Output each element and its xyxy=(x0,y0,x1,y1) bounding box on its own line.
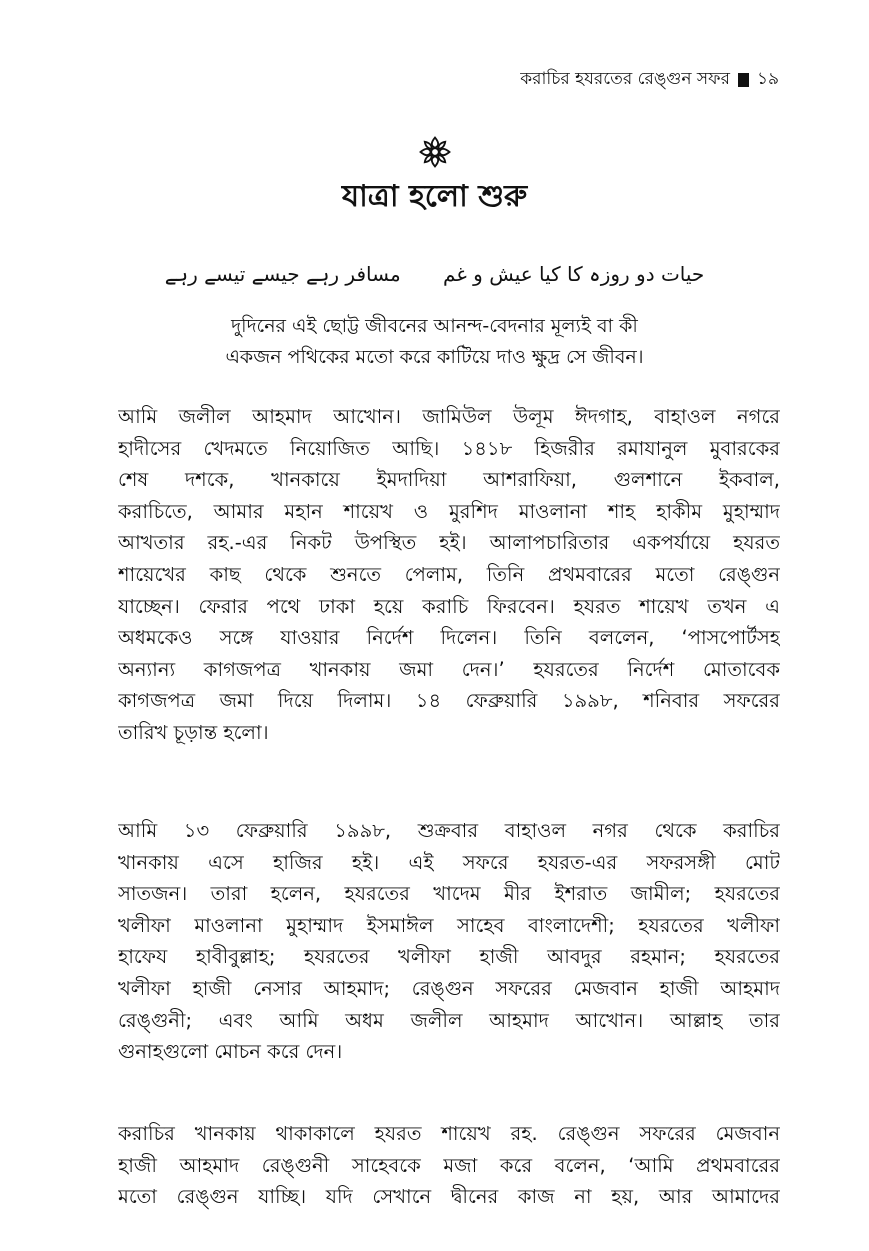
text-line: মতো রেঙ্গুন যাচ্ছি। যদি সেখানে দ্বীনের কাজ না হয়, আর আমাদের xyxy=(118,1185,780,1209)
paragraph-3 xyxy=(118,1118,780,1213)
text-line: সাতজন। তারা হলেন, হযরতের খাদেম মীর ইশরাত জামীল; হযরতের xyxy=(118,882,780,906)
running-header xyxy=(520,66,779,94)
text-line: খানকায় এসে হাজির হই। এই সফরে হযরত-এর সফরসঙ্গী মোট xyxy=(118,850,780,874)
verse-translation-line-1: দুদিনের এই ছোট্ট জীবনের আনন্দ-বেদনার মূল্যই বা কী xyxy=(231,315,638,337)
text-line: আখতার রহ.-এর নিকট উপস্থিত হই। আলাপচারিতার একপর্যায়ে হযরত xyxy=(118,531,780,555)
text-line: হাজী আহমাদ রেঙ্গুনী সাহেবকে মজা করে বলেন, ‘আমি প্রথমবারের xyxy=(118,1153,780,1177)
text-line: আমি ১৩ ফেব্রুয়ারি ১৯৯৮, শুক্রবার বাহাওল নগর থেকে করাচির xyxy=(118,819,780,842)
flower-ornament-icon xyxy=(0,135,869,173)
text-line: অন্যান্য কাগজপত্র খানকায় জমা দেন।’ হযরতের নির্দেশ মোতাবেক xyxy=(118,657,780,681)
text-line: রেঙ্গুনী; এবং আমি অধম জলীল আহমাদ আখোন। আল্লাহ তার xyxy=(118,1008,780,1032)
text-line: আমি জলীল আহমাদ আখোন। জামিউল উলূম ঈদগাহ, বাহাওল নগরে xyxy=(118,405,780,428)
text-line: শেষ দশকে, খানকায়ে ইমদাদিয়া আশরাফিয়া, গুলশানে ইকবাল, xyxy=(118,468,780,492)
page-number: ১৯ xyxy=(756,69,779,89)
text-line: গুনাহগুলো মোচন করে দেন। xyxy=(118,1040,343,1064)
text-line: খলীফা হাজী নেসার আহমাদ; রেঙ্গুন সফরের মেজবান হাজী আহমাদ xyxy=(118,976,780,1000)
running-title: করাচির হযরতের রেঙ্গুন সফর xyxy=(520,69,730,89)
text-line: হাদীসের খেদমতে নিয়োজিত আছি। ১৪১৮ হিজরীর রমাযানুল মুবারকের xyxy=(118,436,780,460)
text-line: অধমকেও সঙ্গে যাওয়ার নির্দেশ দিলেন। তিনি বললেন, ‘পাসপোর্টসহ xyxy=(118,626,780,650)
urdu-verse-first-half: حیات دو روزہ کا کیا عیش و غم xyxy=(443,262,705,286)
urdu-verse-second-half: مسافر رہے جیسے تیسے رہے xyxy=(164,262,401,286)
text-line: করাচিতে, আমার মহান শায়েখ ও মুরশিদ মাওলানা শাহ হাকীম মুহাম্মাদ xyxy=(118,499,780,523)
text-line: করাচির খানকায় থাকাকালে হযরত শায়েখ রহ. রেঙ্গুন সফরের মেজবান xyxy=(118,1122,780,1145)
urdu-verse xyxy=(0,262,869,286)
text-line: শায়েখের কাছ থেকে শুনতে পেলাম, তিনি প্রথমবারের মতো রেঙ্গুন xyxy=(118,562,780,586)
text-line: হাফেয হাবীবুল্লাহ; হযরতের খলীফা হাজী আবদুর রহমান; হযরতের xyxy=(118,945,780,969)
text-line: খলীফা মাওলানা মুহাম্মাদ ইসমাঈল সাহেব বাংলাদেশী; হযরতের খলীফা xyxy=(118,913,780,937)
verse-translation-line-2: একজন পথিকের মতো করে কাটিয়ে দাও ক্ষুদ্র সে জীবন। xyxy=(225,346,644,368)
paragraph-1 xyxy=(118,401,780,749)
chapter-title: যাত্রা হলো শুরু xyxy=(341,179,528,214)
text-line: কাগজপত্র জমা দিয়ে দিলাম। ১৪ ফেব্রুয়ারি ১৯৯৮, শনিবার সফরের xyxy=(118,689,780,713)
text-line: যাচ্ছেন। ফেরার পথে ঢাকা হয়ে করাচি ফিরবেন। হযরত শায়েখ তখন এ xyxy=(118,594,780,618)
text-line: তারিখ চূড়ান্ত হলো। xyxy=(118,720,269,744)
square-bullet-icon xyxy=(738,73,749,87)
paragraph-2 xyxy=(118,815,780,1068)
